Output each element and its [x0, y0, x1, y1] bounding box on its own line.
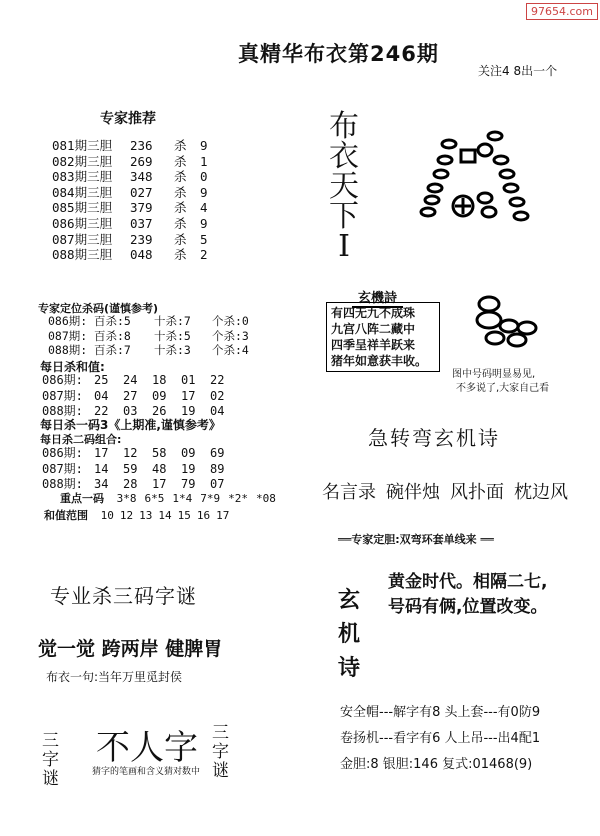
zhuanjiading-line: ══专家定胆:双弯环套单线来 ══ — [338, 533, 494, 546]
bead — [479, 297, 499, 311]
bead — [500, 170, 514, 178]
list-item: 085期三胆 379 杀 4 — [52, 200, 208, 216]
bead — [434, 170, 448, 178]
erma-heading: 每日杀二码组合: — [40, 433, 122, 446]
bead — [478, 144, 492, 156]
bead — [500, 320, 518, 332]
bead — [461, 150, 475, 162]
list-item: 088期: 百杀:7 十杀:3 个杀:4 — [48, 343, 249, 357]
zhuanjia-heading: 专家推荐 — [100, 111, 156, 127]
bead — [477, 312, 501, 328]
list-item: 087期: 百杀:8 十杀:5 个杀:3 — [48, 328, 249, 343]
list-item: 083期三胆 348 杀 0 — [52, 169, 208, 185]
list-item: 086期: 25 24 18 01 22 — [42, 373, 225, 387]
bead — [478, 193, 492, 203]
bead — [425, 196, 439, 204]
list-item: 082期三胆 269 杀 1 — [52, 153, 208, 169]
jizhuanwan-title: 急转弯玄机诗 — [368, 426, 500, 450]
list-item: 088期三胆 048 杀 2 — [52, 247, 208, 263]
puzzle-picture — [405, 120, 545, 240]
dingwei-list — [48, 314, 249, 358]
list-item: 086期三胆 037 杀 9 — [52, 215, 208, 231]
list-item: 087期: 14 59 48 19 89 — [42, 461, 225, 476]
bead — [514, 212, 528, 220]
bead — [494, 156, 508, 164]
guanzhu-note: 关注4 8出一个 — [478, 64, 558, 78]
buzi-puzzle: 不人字 — [96, 728, 198, 768]
bead — [421, 208, 435, 216]
sanzimi-left: 三字谜 — [42, 731, 59, 789]
dingwei-heading: 专家定位杀码(谨慎参考) — [38, 302, 159, 315]
list-item: 088期: 22 03 26 19 04 — [42, 404, 225, 418]
sanzimi-right: 三字谜 — [212, 723, 229, 781]
zhongdian-row: 重点一码 3*8 6*5 1*4 7*9 *2* *08 — [60, 492, 276, 505]
picture-note: 图中号码明显易见, 不多说了,大家自己看 — [452, 369, 550, 394]
erma-list — [42, 446, 239, 493]
zhuanjia-list — [52, 138, 208, 263]
zhuanye-title: 专业杀三码字谜 — [50, 584, 197, 608]
zhongdian-label: 重点一码 — [60, 492, 104, 505]
list-item: 086期: 百杀:5 十杀:7 个杀:0 — [48, 314, 249, 328]
buyi-yiju: 布衣一句:当年万里觅封侯 — [46, 670, 183, 684]
bottom-hints: 安全帽---解字有8 头上套---有0防9 卷扬机---看字有6 人上吊---出4配1 金胆:8 银胆:146 复式:01468(9) — [340, 705, 541, 772]
bead — [488, 132, 502, 140]
bead — [518, 322, 536, 334]
bead — [442, 140, 456, 148]
bead — [504, 184, 518, 192]
xuanjishi-heading: 玄機詩 — [352, 287, 403, 308]
buzi-note: 猜字的笔画和含义猜对数中 — [92, 767, 201, 777]
xuanjishi-box: 有四无九不成珠 九宫八阵二藏中 四季呈祥羊跃来 猪年如意获丰收。 — [326, 302, 440, 372]
hezhi-heading: 每日杀和值: — [40, 360, 105, 374]
list-item: 088期: 34 28 17 79 07 — [42, 477, 225, 491]
list-item: 084期三胆 027 杀 9 — [52, 184, 208, 200]
shayima-line: 每日杀一码3《上期准,谨慎参考》 — [40, 418, 221, 432]
eight-picture — [465, 292, 555, 362]
xuanjishi2-side: 玄 机 诗 — [338, 588, 361, 681]
hezhifanwei-label: 和值范围 — [44, 509, 88, 522]
bead — [428, 184, 442, 192]
xuanjishi2-poem: 黄金时代。相隔二七, 号码有俩,位置改变。 — [388, 572, 548, 617]
list-item: 087期: 04 27 09 17 02 — [42, 388, 225, 403]
list-item: 086期: 17 12 58 09 69 — [42, 446, 225, 460]
hezhi-list — [42, 373, 239, 420]
bead — [486, 332, 504, 344]
mingyanlu-row: 名言录 碗伴烛 风扑面 枕边风 — [322, 482, 568, 503]
bead — [482, 207, 496, 217]
buyitianxia-title: 布衣天下Ⅰ — [329, 109, 359, 264]
bead — [508, 334, 526, 346]
list-item: 087期三胆 239 杀 5 — [52, 231, 208, 247]
bead — [438, 156, 452, 164]
page-title: 真精华布衣第246期 — [238, 42, 439, 66]
hezhifanwei-row: 和值范围 10 12 13 14 15 16 17 — [44, 509, 230, 522]
bead — [510, 198, 524, 206]
jueyi-line: 觉一觉 跨两岸 健脾胃 — [38, 638, 223, 660]
watermark: 97654.com — [526, 3, 598, 20]
list-item: 081期三胆 236 杀 9 — [52, 138, 208, 153]
